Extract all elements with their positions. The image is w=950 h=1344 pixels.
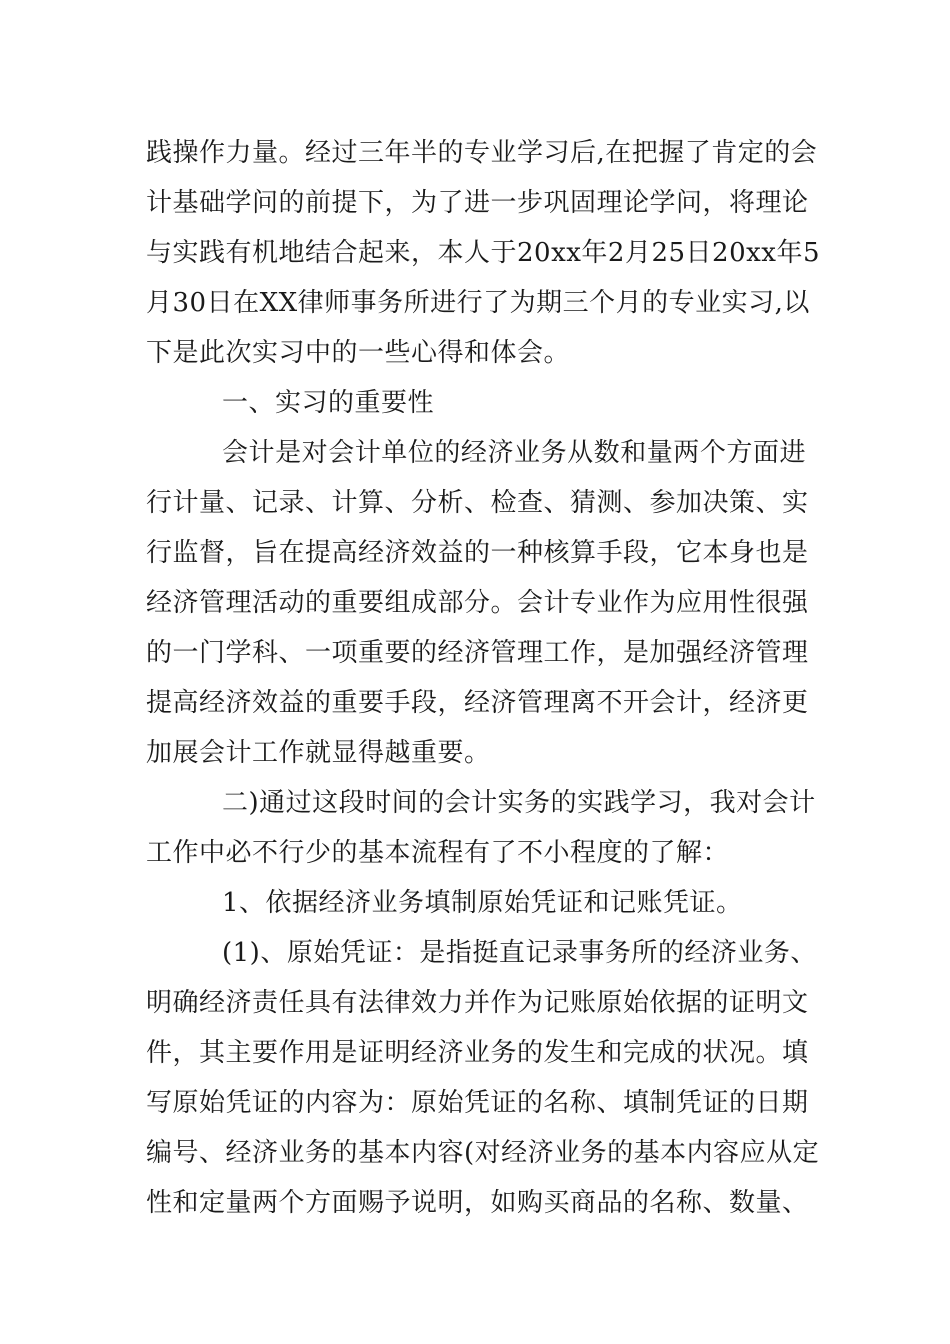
paragraph-line: 与实践有机地结合起来，本人于20xx年2月25日20xx年5 — [146, 238, 820, 268]
paragraph-line: 编号、经济业务的基本内容(对经济业务的基本内容应从定 — [146, 1138, 820, 1168]
paragraph-line: 加展会计工作就显得越重要。 — [146, 738, 491, 768]
paragraph-line: 下是此次实习中的一些心得和体会。 — [146, 338, 571, 368]
paragraph-line: 会计是对会计单位的经济业务从数和量两个方面进 — [222, 438, 806, 468]
paragraph-line: (1)、原始凭证：是指挺直记录事务所的经济业务、 — [222, 938, 817, 968]
paragraph-line: 践操作力量。经过三年半的专业学习后,在把握了肯定的会 — [146, 138, 818, 168]
paragraph-line: 明确经济责任具有法律效力并作为记账原始依据的证明文 — [146, 988, 809, 1018]
paragraph-line: 二)通过这段时间的会计实务的实践学习，我对会计 — [222, 788, 816, 818]
list-item-heading: 1、依据经济业务填制原始凭证和记账凭证。 — [222, 888, 743, 918]
paragraph-line: 提高经济效益的重要手段，经济管理离不开会计，经济更 — [146, 688, 809, 718]
paragraph-line: 月30日在XX律师事务所进行了为期三个月的专业实习,以 — [146, 288, 810, 318]
paragraph-line: 经济管理活动的重要组成部分。会计专业作为应用性很强 — [146, 588, 809, 618]
paragraph-line: 件，其主要作用是证明经济业务的发生和完成的状况。填 — [146, 1038, 809, 1068]
section-heading: 一、实习的重要性 — [222, 388, 435, 418]
paragraph-line: 计基础学问的前提下，为了进一步巩固理论学问，将理论 — [146, 188, 809, 218]
paragraph-line: 的一门学科、一项重要的经济管理工作，是加强经济管理 — [146, 638, 809, 668]
paragraph-line: 工作中必不行少的基本流程有了不小程度的了解： — [146, 838, 730, 868]
paragraph-line: 行监督，旨在提高经济效益的一种核算手段，它本身也是 — [146, 538, 809, 568]
paragraph-line: 性和定量两个方面赐予说明，如购买商品的名称、数量、 — [146, 1188, 809, 1218]
paragraph-line: 写原始凭证的内容为：原始凭证的名称、填制凭证的日期 — [146, 1088, 809, 1118]
paragraph-line: 行计量、记录、计算、分析、检查、猜测、参加决策、实 — [146, 488, 809, 518]
